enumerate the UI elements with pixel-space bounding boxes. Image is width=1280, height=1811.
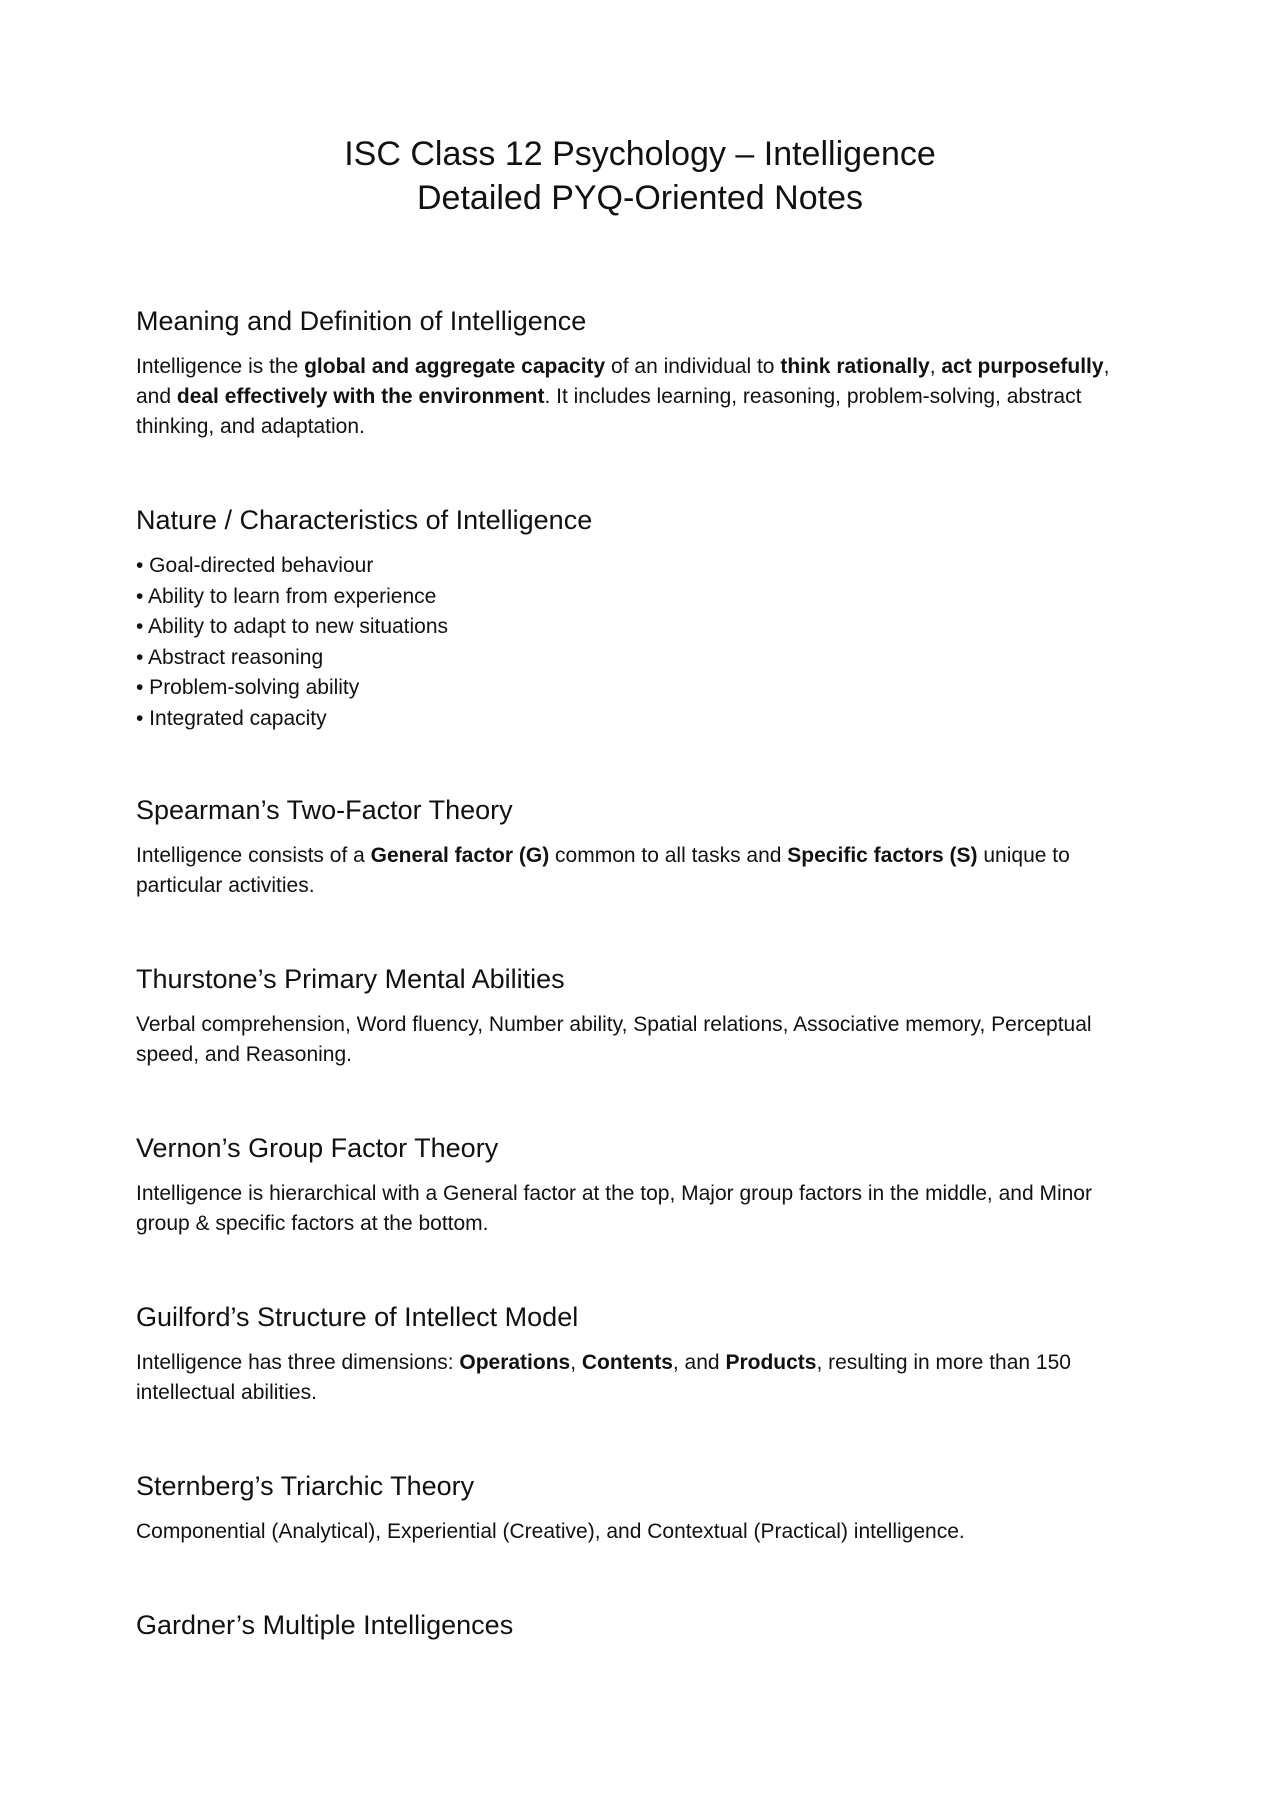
list-item: • Ability to adapt to new situations [136, 615, 449, 638]
section-sternberg [136, 1469, 1146, 1547]
section-spearman [136, 793, 1146, 901]
text-run: Intelligence has three dimensions: [136, 1351, 460, 1374]
text-run: , resulting in more than 150 intellectual abilities. [136, 1351, 1071, 1404]
text-run: , [570, 1351, 582, 1374]
section-heading: Nature / Characteristics of Intelligence [136, 505, 593, 535]
text-run: . It includes learning, reasoning, problem-solving, abstract thinking, and adaptation. [136, 385, 1082, 438]
section-nature-characteristics [136, 503, 1146, 734]
text-run: common to all tasks and [549, 844, 788, 867]
text-run: unique to particular activities. [136, 844, 1070, 897]
section-paragraph: Verbal comprehension, Word fluency, Number ability, Spatial relations, Associative memory, Perceptual speed, and Reasoning. [136, 1013, 1092, 1066]
list-item: • Abstract reasoning [136, 645, 324, 669]
list-item: • Integrated capacity [136, 706, 327, 730]
title-line-2: Detailed PYQ-Oriented Notes [417, 179, 863, 217]
section-heading: Thurstone’s Primary Mental Abilities [136, 964, 565, 994]
section-paragraph [136, 841, 1146, 901]
section-paragraph [136, 1348, 1146, 1408]
bold-text: global and aggregate capacity [304, 355, 606, 378]
section-heading: Vernon’s Group Factor Theory [136, 1133, 499, 1163]
section-heading: Meaning and Definition of Intelligence [136, 306, 587, 336]
list-item: • Ability to learn from experience [136, 584, 437, 608]
section-vernon [136, 1131, 1146, 1239]
list-item: • Problem-solving ability [136, 676, 360, 699]
section-heading: Sternberg’s Triarchic Theory [136, 1471, 475, 1501]
bold-text: act purposefully [941, 355, 1104, 378]
section-paragraph: Intelligence is hierarchical with a General factor at the top, Major group factors in the middle, and Minor group & specific factors at the bottom. [136, 1182, 1092, 1235]
section-heading: Gardner’s Multiple Intelligences [136, 1610, 514, 1640]
text-run: , and [672, 1351, 726, 1374]
section-meaning-definition [136, 304, 1146, 442]
bold-text: Products [725, 1351, 817, 1374]
section-guilford [136, 1300, 1146, 1408]
section-heading: Spearman’s Two-Factor Theory [136, 795, 513, 825]
text-run: Intelligence consists of a [136, 844, 371, 867]
section-heading: Guilford’s Structure of Intellect Model [136, 1302, 579, 1332]
bold-text: deal effectively with the environment [176, 385, 545, 408]
section-paragraph [136, 352, 1146, 442]
section-thurstone [136, 962, 1146, 1070]
list-item: • Goal-directed behaviour [136, 554, 374, 577]
title-line-1: ISC Class 12 Psychology – Intelligence [344, 135, 936, 173]
section-gardner [136, 1608, 1146, 1656]
bold-text: General factor (G) [370, 844, 550, 867]
bold-text: Contents [581, 1351, 673, 1374]
bold-text: Specific factors (S) [787, 844, 978, 867]
text-run: Intelligence is the [136, 355, 305, 378]
text-run: of an individual to [605, 355, 781, 378]
bold-text: Operations [459, 1351, 571, 1374]
document-title [0, 132, 1280, 220]
text-run: , [929, 355, 942, 378]
section-paragraph: Componential (Analytical), Experiential (Creative), and Contextual (Practical) intelligence. [136, 1520, 965, 1543]
characteristics-list [136, 551, 1146, 734]
text-run: , and [136, 355, 1110, 408]
bold-text: think rationally [780, 355, 930, 378]
